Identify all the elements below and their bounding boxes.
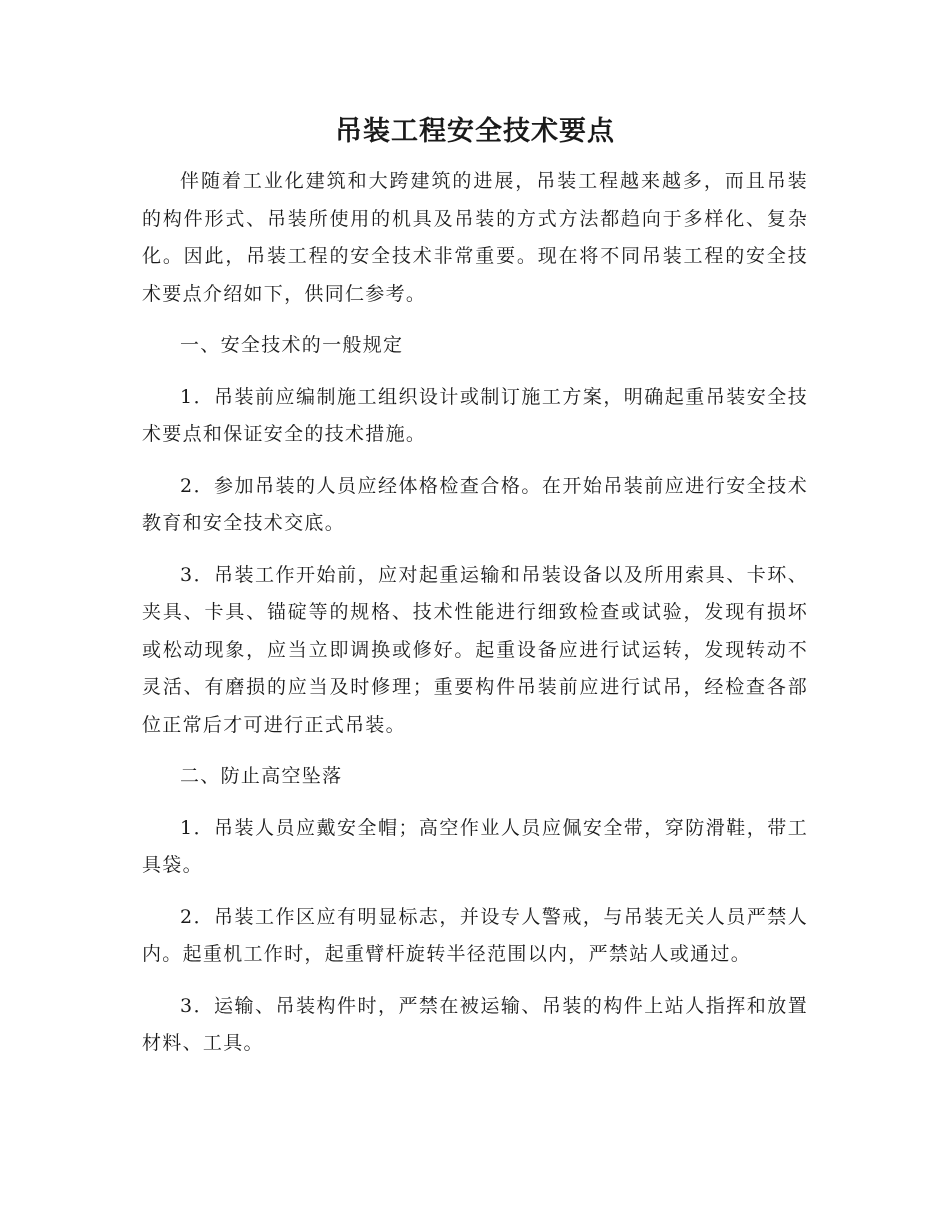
list-item: 3．运输、吊装构件时，严禁在被运输、吊装的构件上站人指挥和放置材料、工具。: [142, 994, 808, 1054]
list-item: 2．参加吊装的人员应经体格检查合格。在开始吊装前应进行安全技术教育和安全技术交底。: [142, 474, 808, 534]
list-item: 3．吊装工作开始前，应对起重运输和吊装设备以及所用索具、卡环、夹具、卡具、锚碇等的规格、技术性能进行细致检查或试验，发现有损坏或松动现象，应当立即调换或修好。起重设备应进行试运转，发现转动不灵活、有磨损的应当及时修理；重要构件吊装前应进行试吊，经检查各部位正常后才可进行正式吊装。: [142, 563, 808, 736]
intro-paragraph: 伴随着工业化建筑和大跨建筑的进展，吊装工程越来越多，而且吊装的构件形式、吊装所使用的机具及吊装的方式方法都趋向于多样化、复杂化。因此，吊装工程的安全技术非常重要。现在将不同吊装工程的安全技术要点介绍如下，供同仁参考。: [142, 170, 808, 305]
page-title: 吊装工程安全技术要点: [335, 116, 615, 147]
document-body: [142, 163, 808, 1077]
list-item: 2．吊装工作区应有明显标志，并设专人警戒，与吊装无关人员严禁人内。起重机工作时，起重臂杆旋转半径范围以内，严禁站人或通过。: [142, 905, 808, 965]
section-heading-general: 一、安全技术的一般规定: [180, 334, 404, 356]
section-heading-fall-prevention: 二、防止高空坠落: [180, 765, 343, 787]
list-item: 1．吊装人员应戴安全帽；高空作业人员应佩安全带，穿防滑鞋，带工具袋。: [142, 816, 808, 876]
list-item: 1．吊装前应编制施工组织设计或制订施工方案，明确起重吊装安全技术要点和保证安全的技术措施。: [142, 385, 808, 445]
